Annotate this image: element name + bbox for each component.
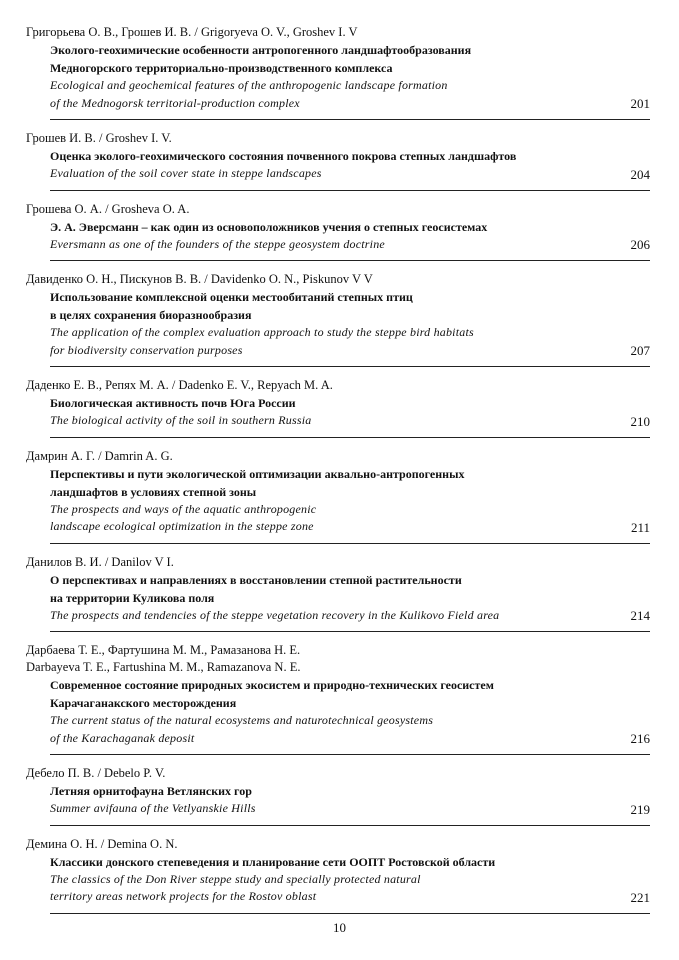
entry-authors	[26, 24, 650, 41]
entry-authors	[26, 201, 650, 218]
entry-page-number: 206	[630, 237, 650, 252]
entry-title-english	[30, 412, 650, 430]
author-line: Давиденко О. Н., Пискунов В. В. / Davidenko O. N., Piskunov V V	[26, 272, 373, 286]
title-ru-line: Классики донского степеведения и планирование сети ООПТ Ростовской области	[50, 854, 496, 869]
entry-title-russian	[30, 147, 650, 165]
author-line: Дарбаева Т. Е., Фартушина М. М., Рамазанова Н. Е.	[26, 643, 301, 657]
entry-authors	[26, 836, 650, 853]
toc-entry	[26, 377, 650, 438]
toc-entry	[26, 448, 650, 544]
author-line: Даденко Е. В., Репях М. А. / Dadenko E. V., Repyach M. A.	[26, 378, 333, 392]
entry-title-english	[30, 236, 650, 254]
toc-entry	[26, 642, 650, 755]
entry-title-english	[30, 324, 650, 359]
entry-title-russian	[30, 218, 650, 236]
entry-title-russian	[30, 41, 650, 77]
entry-authors	[26, 130, 650, 147]
entry-page-number: 221	[630, 889, 650, 905]
title-en-line: Eversmann as one of the founders of the steppe geosystem doctrine	[50, 236, 385, 251]
entry-page-number: 201	[630, 96, 650, 111]
entry-title-english	[30, 800, 650, 818]
entry-title-russian	[30, 571, 650, 607]
title-en-line: The current status of the natural ecosystems and naturotechnical geosystems	[50, 713, 434, 727]
entry-authors	[26, 642, 650, 676]
entry-divider	[50, 543, 650, 544]
title-en-line: landscape ecological optimization in the steppe zone	[50, 519, 314, 533]
title-ru-line: Современное состояние природных экосистем и природно-технических геосистем	[50, 678, 494, 692]
entry-title-russian	[30, 782, 650, 800]
title-en-line: for biodiversity conservation purposes	[50, 342, 243, 357]
toc-entry	[26, 271, 650, 367]
title-ru-line: Перспективы и пути экологической оптимизации аквально-антропогенных	[50, 466, 465, 481]
author-line: Грошев И. В. / Groshev I. V.	[26, 131, 172, 145]
toc-entry	[26, 836, 650, 914]
entry-page-number: 219	[630, 801, 650, 817]
title-ru-line: Биологическая активность почв Юга России	[50, 396, 296, 410]
entry-page-number: 211	[630, 519, 650, 535]
entry-title-english	[30, 607, 650, 625]
entry-page-number: 204	[630, 166, 650, 182]
entry-divider	[50, 631, 650, 632]
entry-title-english	[30, 712, 650, 747]
table-of-contents	[26, 24, 650, 914]
title-en-line: Summer avifauna of the Vetlyanskie Hills	[50, 801, 256, 815]
entry-title-russian	[30, 853, 650, 871]
entry-title-russian	[30, 676, 650, 712]
entry-divider	[50, 825, 650, 826]
title-en-line: of the Mednogorsk territorial-production complex	[50, 95, 300, 110]
title-ru-line: в целях сохранения биоразнообразия	[50, 308, 252, 322]
entry-divider	[50, 754, 650, 755]
author-line: Дамрин А. Г. / Damrin A. G.	[26, 448, 173, 463]
entry-authors	[26, 554, 650, 571]
entry-authors	[26, 448, 650, 465]
title-ru-line: Оценка эколого-геохимического состояния почвенного покрова степных ландшафтов	[50, 149, 517, 163]
toc-entry	[26, 765, 650, 826]
entry-authors	[26, 377, 650, 394]
entry-divider	[50, 366, 650, 367]
entry-title-english	[30, 165, 650, 183]
entry-divider	[50, 190, 650, 191]
title-en-line: The prospects and ways of the aquatic anthropogenic	[50, 501, 317, 516]
entry-page-number: 207	[630, 343, 650, 358]
entry-authors	[26, 271, 650, 288]
title-en-line: territory areas network projects for the Rostov oblast	[50, 889, 317, 903]
title-ru-line: О перспективах и направлениях в восстановлении степной растительности	[50, 572, 462, 587]
title-en-line: The prospects and tendencies of the steppe vegetation recovery in the Kulikovo Field area	[50, 607, 500, 622]
title-ru-line: Э. А. Эверсманн – как один из основоположников учения о степных геосистемах	[50, 219, 488, 234]
title-en-line: Evaluation of the soil cover state in steppe landscapes	[50, 166, 322, 180]
title-en-line: Ecological and geochemical features of the anthropogenic landscape formation	[50, 78, 448, 92]
entry-divider	[50, 260, 650, 261]
entry-divider	[50, 119, 650, 120]
title-en-line: The classics of the Don River steppe study and specially protected natural	[50, 871, 421, 886]
title-ru-line: Эколого-геохимические особенности антропогенного ландшафтообразования	[50, 43, 472, 57]
author-line: Григорьева О. В., Грошев И. В. / Grigoryeva O. V., Groshev I. V	[26, 25, 358, 39]
entry-title-english	[30, 871, 650, 906]
entry-divider	[50, 437, 650, 438]
entry-page-number: 210	[630, 413, 650, 429]
entry-title-russian	[30, 288, 650, 324]
toc-entry	[26, 130, 650, 191]
title-ru-line: Использование комплексной оценки местообитаний степных птиц	[50, 290, 413, 304]
page-number: 10	[333, 920, 346, 935]
entry-title-russian	[30, 394, 650, 412]
title-ru-line: ландшафтов в условиях степной зоны	[50, 484, 257, 499]
author-line: Данилов В. И. / Danilov V I.	[26, 554, 174, 569]
author-line: Дебело П. В. / Debelo P. V.	[26, 766, 166, 780]
entry-page-number: 216	[630, 731, 650, 746]
entry-title-english	[30, 77, 650, 112]
entry-title-russian	[30, 465, 650, 501]
title-ru-line: на территории Куликова поля	[50, 590, 215, 605]
toc-entry	[26, 201, 650, 262]
entry-title-english	[30, 501, 650, 536]
title-ru-line: Летняя орнитофауна Ветлянских гор	[50, 784, 252, 798]
entry-page-number: 214	[630, 608, 650, 623]
author-line: Darbayeva T. E., Fartushina M. M., Ramazanova N. E.	[26, 660, 301, 674]
toc-entry	[26, 24, 650, 120]
title-en-line: The biological activity of the soil in southern Russia	[50, 413, 312, 427]
toc-entry	[26, 554, 650, 633]
entry-divider	[50, 913, 650, 914]
title-en-line: of the Karachaganak deposit	[50, 730, 195, 745]
title-en-line: The application of the complex evaluation approach to study the steppe bird habitats	[50, 325, 474, 339]
author-line: Грошева О. А. / Grosheva O. A.	[26, 201, 190, 216]
entry-authors	[26, 765, 650, 782]
title-ru-line: Карачаганакского месторождения	[50, 696, 237, 710]
author-line: Демина О. Н. / Demina O. N.	[26, 836, 178, 851]
title-ru-line: Медногорского территориально-производственного комплекса	[50, 61, 393, 75]
